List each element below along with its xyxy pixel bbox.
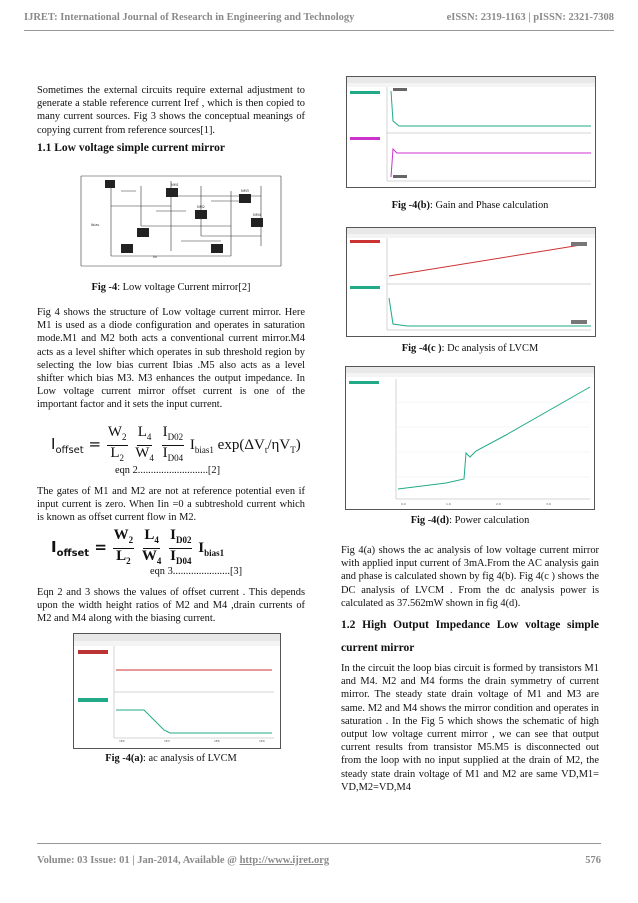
fig4b-gain-phase-plot xyxy=(346,76,596,188)
fig4b-caption-label: Fig -4(b) xyxy=(391,200,431,211)
svg-text:1E3: 1E3 xyxy=(164,739,170,743)
fig4-caption xyxy=(37,281,305,294)
journal-title: IJRET: International Journal of Research in Engineering and Technology xyxy=(24,12,355,23)
fig4d-power-plot xyxy=(345,366,595,510)
fig4-caption-label: Fig -4 xyxy=(91,282,118,293)
page-number: 576 xyxy=(585,855,601,866)
fig4a-caption-label: Fig -4(a) xyxy=(105,753,144,764)
page-footer xyxy=(37,855,601,866)
fig4c-caption-label: Fig -4(c ) xyxy=(401,343,442,354)
paragraph-hoi-lvcm: In the circuit the loop bias circuit is formed by transistors M1 and M4. M2 and M4 forms the drain symmetry of current mirror. The steady state drain voltage of M1 and M3 are same. M2 and M4 shows the mirror condition and operates in saturation . In the Fig 5 which shows the schematic of high output low voltage current mirror , we can see that output current results from transistor M5.M5 is disconnected out from the loop with no input supplied at the drain of M2, the steady state drain voltage of M1 and M2 are same VD,M1= VD,M2=VD,M4 xyxy=(341,663,599,793)
equation-3-label: eqn 3......................[3] xyxy=(150,566,243,577)
intro-paragraph: Sometimes the external circuits require external adjustment to generate a stable reference current Iref , which is then copied to many current sources. Fig 3 shows the conceptual meanings of copying current from reference sources[1]. xyxy=(37,85,305,136)
fig4-caption-text: : Low voltage Current mirror[2] xyxy=(117,282,251,293)
fig4a-ac-plot xyxy=(73,633,281,749)
footer-rule xyxy=(37,843,601,844)
equation-2-label: eqn 2...........................[2] xyxy=(115,465,221,476)
footer-url-link[interactable]: http://www.ijret.org xyxy=(239,855,330,866)
fig4d-caption-text: : Power calculation xyxy=(449,515,530,526)
svg-text:NM4: NM4 xyxy=(253,213,261,217)
issn: eISSN: 2319-1163 | pISSN: 2321-7308 xyxy=(446,12,614,23)
section-1-1-title: 1.1 Low voltage simple current mirror xyxy=(37,142,226,154)
svg-text:1E6: 1E6 xyxy=(214,739,220,743)
fig4b-caption-text: : Gain and Phase calculation xyxy=(430,200,549,211)
left-column xyxy=(37,0,305,903)
paragraph-eqn-explanation: Eqn 2 and 3 shows the values of offset current . This depends upon the width height ratios of M2 and M4 ,drain currents of M2 and M4 along with the biasing current. xyxy=(37,587,305,625)
fig4c-caption xyxy=(341,342,599,355)
section-1-2-title: 1.2 High Output Impedance Low voltage simple current mirror xyxy=(341,619,599,654)
svg-text:1E0: 1E0 xyxy=(119,739,125,743)
svg-text:Iin: Iin xyxy=(153,255,158,259)
footer-volume xyxy=(37,855,329,866)
fig4d-caption xyxy=(341,514,599,527)
right-column xyxy=(341,0,599,903)
svg-text:3.0: 3.0 xyxy=(546,502,551,506)
fig4b-caption xyxy=(341,199,599,212)
svg-text:NM1: NM1 xyxy=(171,183,179,187)
svg-text:1E9: 1E9 xyxy=(259,739,265,743)
footer-volume-text: Volume: 03 Issue: 01 | Jan-2014, Available @ xyxy=(37,855,240,866)
paragraph-offset-current: The gates of M1 and M2 are not at reference potential even if input current is zero. When Iin =0 a subtreshold current which is known as offset current flow in M2. xyxy=(37,486,305,524)
svg-text:0.0: 0.0 xyxy=(401,502,406,506)
fig4c-caption-text: : Dc analysis of LVCM xyxy=(441,343,539,354)
svg-text:2.0: 2.0 xyxy=(496,502,501,506)
paragraph-fig4-description: Fig 4 shows the structure of Low voltage current mirror. Here M1 is used as a diode configuration and operates in saturation mode.M1 and M2 both acts a conventional current mirror.M4 acts as a level shifter which operates in sub threshold region by selecting the low bias current Ibias .M5 also acts as a level shifter which bias M3. M3 enhances the output impedance. In Low voltage current mirror offset current is one of the important factor and it sets the input current. xyxy=(37,307,305,411)
fig4a-caption-text: : ac analysis of LVCM xyxy=(143,753,237,764)
equation-3: $I_{offset}$ = $\frac{W_2}{L_2}$ $\frac{L_4}{W_4}$ $\frac{I_{D02}}{I_{D04}}$ $I_{bias1}$ xyxy=(51,527,225,566)
paragraph-fig4-results: Fig 4(a) shows the ac analysis of low voltage current mirror with applied input current of 3mA.From the AC analysis gain and phase is calculated shown by fig 4(b). Fig 4(c ) shows the DC analysis of LVCM . From the dc analysis power is calculated as 37.562mW shown in fig 4(d). xyxy=(341,545,599,609)
equation-2: $I_{offset}$ = $\frac{W_2}{L_2}$ $\frac{L_4}{W_4}$ $\frac{I_{D02}}{I_{D04}}$ $I_{bias1}$ $\exp(\Delta V_t/\eta V_T)$ xyxy=(51,424,301,463)
svg-text:1.0: 1.0 xyxy=(446,502,451,506)
fig4-schematic xyxy=(61,166,297,272)
svg-text:Ibias: Ibias xyxy=(91,223,100,227)
fig4c-dc-plot xyxy=(346,227,596,337)
svg-text:NM2: NM2 xyxy=(197,205,205,209)
fig4a-caption xyxy=(37,752,305,765)
fig4d-caption-label: Fig -4(d) xyxy=(410,515,450,526)
svg-text:NM3: NM3 xyxy=(241,189,249,193)
